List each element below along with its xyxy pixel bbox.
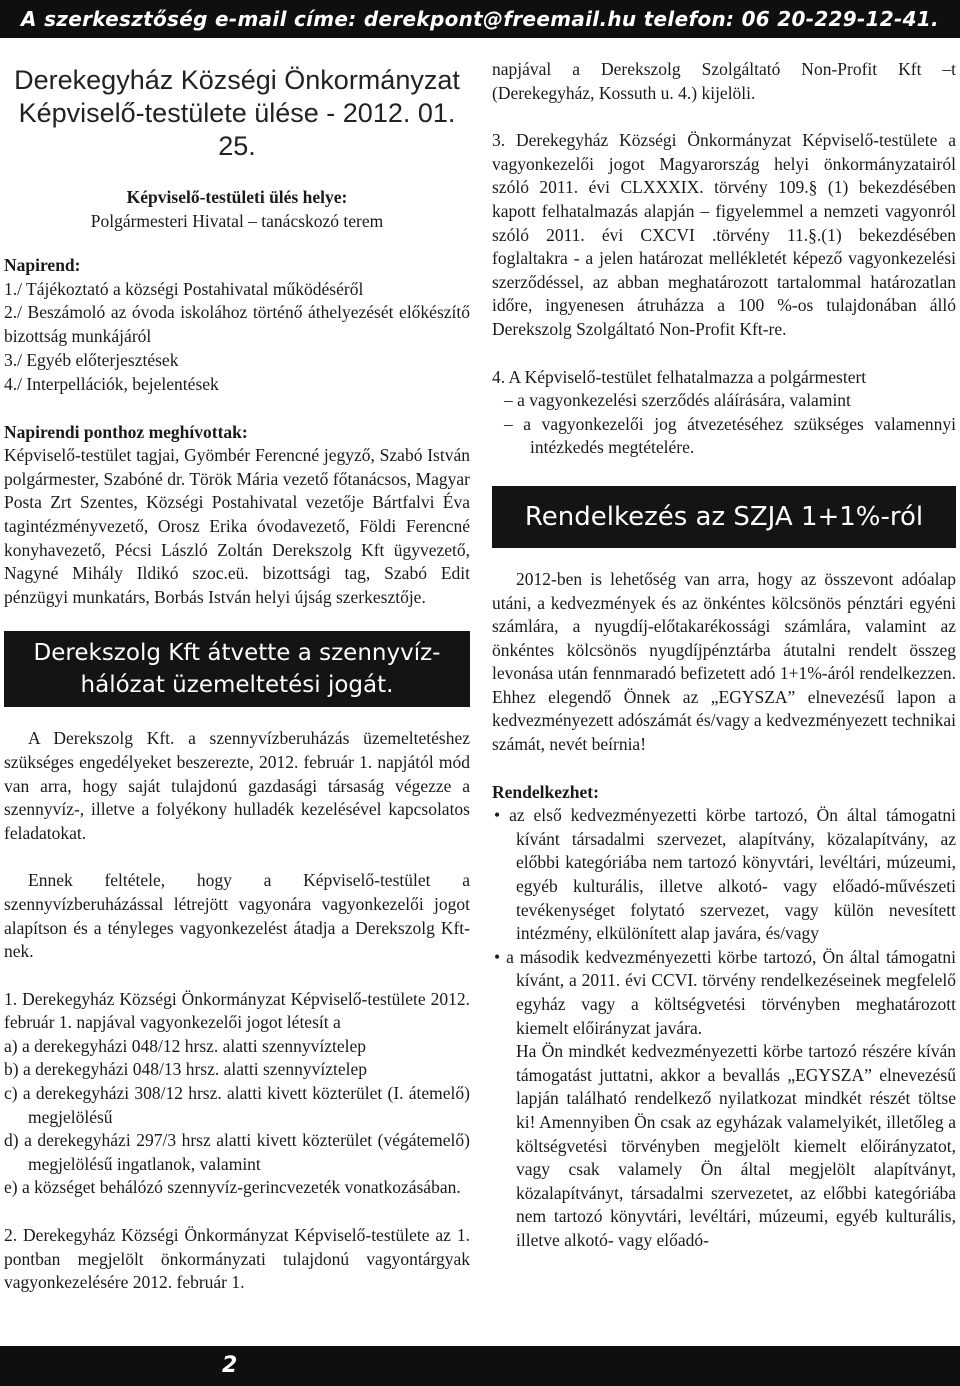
invited-text: Képviselő-testület tagjai, Gyömbér Ferencné jegyző, Szabó István polgármester, Szabóné dr. Török Mária vezető főtanácsos, Magyar Posta Zrt Szentes, Községi Postahivatal vezetője Bártfalvi Éva tagintézményvezető, Orosz Erika óvodavezető, Földi Ferencné konyhavezető, Pécsi László Zoltán Derekszolg Kft ügyvezető, Nagyné Mihály Ildikó szoc.eü. bizottsági tag, Szabó Edit pénzügyi munkatárs, Borbás István helyi újság szerkesztője. bbox=[4, 445, 470, 607]
resolution-2-continued: napjával a Derekszolg Szolgáltató Non-Profit Kft –t (Derekegyház, Kossuth u. 4.) kijelöli. bbox=[492, 59, 956, 103]
rules-section bbox=[492, 781, 956, 1253]
list-item: a) a derekegyházi 048/12 hrsz. alatti szennyvíztelep bbox=[4, 1035, 366, 1056]
right-column bbox=[492, 58, 956, 1253]
agenda-label: Napirend: bbox=[4, 255, 81, 275]
footer-bar bbox=[0, 1346, 960, 1386]
location-value: Polgármesteri Hivatal – tanácskozó terem bbox=[90, 211, 384, 231]
invited-label: Napirendi ponthoz meghívottak: bbox=[4, 422, 248, 443]
agenda-item: 3./ Egyéb előterjesztések bbox=[4, 350, 179, 371]
list-item: c) a derekegyházi 308/12 hrsz. alatti kivett közterület (I. átemelő) megjelölésű bbox=[4, 1083, 470, 1127]
location-label: Képviselő-testületi ülés helye: bbox=[126, 187, 348, 207]
list-item: – a vagyonkezelési szerződés aláírására, valamint bbox=[504, 390, 851, 411]
paragraph-szja: 2012-ben is lehetőség van arra, hogy az összevont adóalap utáni, a kedvezmények és az önkéntes kölcsönös pénztári egyéni számlára, a nyugdíj-előtakarékossági számlára, valamint az önkéntes kölcsönös nyugdíjpénztárba átutalni rendelt összeg levonása után fennmaradó befizetett adó 1+1%-áról rendelkezzen. Ehhez elegendő Önnek az „EGYSZA” elnevezésű lapon a kedvezményezett adószámát és/vagy a kedvezményezett technikai számát, nevét beírnia! bbox=[492, 568, 957, 755]
resolution-4-intro: 4. A Képviselő-testület felhatalmazza a polgármestert bbox=[492, 366, 867, 387]
list-item: – a vagyonkezelői jog átvezetéséhez szükséges valamennyi intézkedés megtételére. bbox=[504, 413, 956, 458]
agenda bbox=[4, 253, 470, 396]
rules-label: Rendelkezhet: bbox=[492, 781, 599, 802]
list-item: • a második kedvezményezetti körbe tartozó, Ön által támogatni kívánt, a 2011. évi CCVI. törvény rendelkezéseinek megfelelő egyház vagy a költségvetési törvényben meghatározott kiemelt előirányzat javára. bbox=[494, 946, 956, 1038]
left-column bbox=[4, 58, 470, 1295]
sub-paragraph: Ha Ön mindkét kedvezményezetti körbe tartozó részére kíván támogatást juttatni, akkor a bevallás „EGYSZA” elnevezésű lapján található rendelkező nyilatkozat mindkét részét töltse ki! Amennyiben Ön csak az egyházak valamelyikét, illetőleg a költségvetési törvényben megjelölt kiemelt előirányzatot, vagy csak valamely Ön által megjelölt alapítványt, közalapítványt, társadalmi szervezetet, az előbbi kategóriába nem tartozó könyvtári, levéltári, múzeumi, egyéb kulturális, illetve alkotó- vagy előadó- bbox=[516, 1041, 956, 1250]
agenda-item: 1./ Tájékoztató a községi Postahivatal működéséről bbox=[4, 279, 364, 299]
article-title-line2: Képviselő-testülete ülése - 2012. 01. 25. bbox=[18, 98, 456, 161]
agenda-item: 4./ Interpellációk, bejelentések bbox=[4, 374, 219, 395]
header-bar bbox=[0, 0, 960, 38]
paragraph-condition: Ennek feltétele, hogy a Képviselő-testület a szennyvízberuházással létrejött vagyonára vagyonkezelői jogot alapítson és a tényleges vagyonkezelést átadja a Derekszolg Kft-nek. bbox=[4, 870, 470, 962]
header-contact-text: A szerkesztőség e-mail címe: derekpont@freemail.hu telefon: 06 20-229-12-41. bbox=[21, 7, 939, 31]
resolution-1-list bbox=[4, 1035, 470, 1200]
resolution-3: 3. Derekegyház Községi Önkormányzat Képviselő-testülete a vagyonkezelői jogot Magyarország helyi önkormányzatairól szóló 2011. évi CLXXXIX. törvény 109.§ (1) bekezdésében kapott felhatalmazás alapján – figyelemmel a nemzeti vagyonról szóló 2011. évi CXCVI .törvény 11.§.(1) bekezdésében foglaltakra - a jelen határozat mellékletét képező vagyonkezelési szerződéssel, az abban meghatározott tartalommal határozatlan időre, ingyenesen átruházza a 100 %-os tulajdonában álló Derekszolg Szolgáltató Non-Profit Kft-re. bbox=[492, 130, 956, 339]
list-item: • az első kedvezményezetti körbe tartozó, Ön által támogatni kívánt társadalmi szervezet, alapítvány, közalapítvány, az előbbi kategóriába nem tartozó könyvtári, levéltári, múzeumi, egyéb kulturális, illetve alkotó- vagy előadó-művészeti tevékenységet folytató szervezet, vagy külön nevesített intézmény, elkülönített alap javára, és/vagy bbox=[494, 805, 956, 944]
invited-section bbox=[4, 420, 470, 609]
resolution-4 bbox=[492, 366, 956, 460]
resolution-2: 2. Derekegyház Községi Önkormányzat Képviselő-testülete az 1. pontban megjelölt önkormányzati tulajdonú vagyontárgyak vagyonkezelésére 2012. február 1. bbox=[4, 1225, 470, 1293]
page-number: 2 bbox=[222, 1353, 238, 1378]
agenda-item: 2./ Beszámoló az óvoda iskolához történő áthelyezését előkészítő bizottság munkájáról bbox=[4, 302, 470, 346]
article-title-line1: Derekegyház Községi Önkormányzat bbox=[14, 65, 460, 95]
section-banner-derekszolg bbox=[4, 631, 470, 707]
list-item: e) a községet behálózó szennyvíz-gerincvezeték vonatkozásában. bbox=[4, 1177, 461, 1198]
resolution-1-intro: 1. Derekegyház Községi Önkormányzat Képviselő-testülete 2012. február 1. napjával vagyonkezelői jogot létesít a bbox=[4, 988, 470, 1033]
list-item: d) a derekegyházi 297/3 hrsz alatti kivett közterület (végátemelő) megjelölésű ingatlanok, valamint bbox=[4, 1130, 470, 1174]
paragraph-permits: A Derekszolg Kft. a szennyvízberuházás üzemeltetéshez szükséges engedélyeket beszerezte, 2012. február 1. napjától mód van arra, hogy saját tulajdonú gazdasági társaság végezze a szennyvíz-, illetve a folyékony hulladék kezelésével kapcsolatos feladatokat. bbox=[4, 728, 470, 843]
section-banner-szja bbox=[492, 486, 956, 548]
meeting-location bbox=[4, 185, 470, 233]
banner-line2: hálózat üzemeltetési jogát. bbox=[80, 672, 394, 699]
article-title bbox=[4, 64, 470, 163]
banner-title: Rendelkezés az SZJA 1+1%-ról bbox=[524, 501, 924, 532]
banner-line1: Derekszolg Kft átvette a szennyvíz- bbox=[33, 640, 441, 667]
list-item: b) a derekegyházi 048/13 hrsz. alatti szennyvíztelep bbox=[4, 1059, 367, 1080]
